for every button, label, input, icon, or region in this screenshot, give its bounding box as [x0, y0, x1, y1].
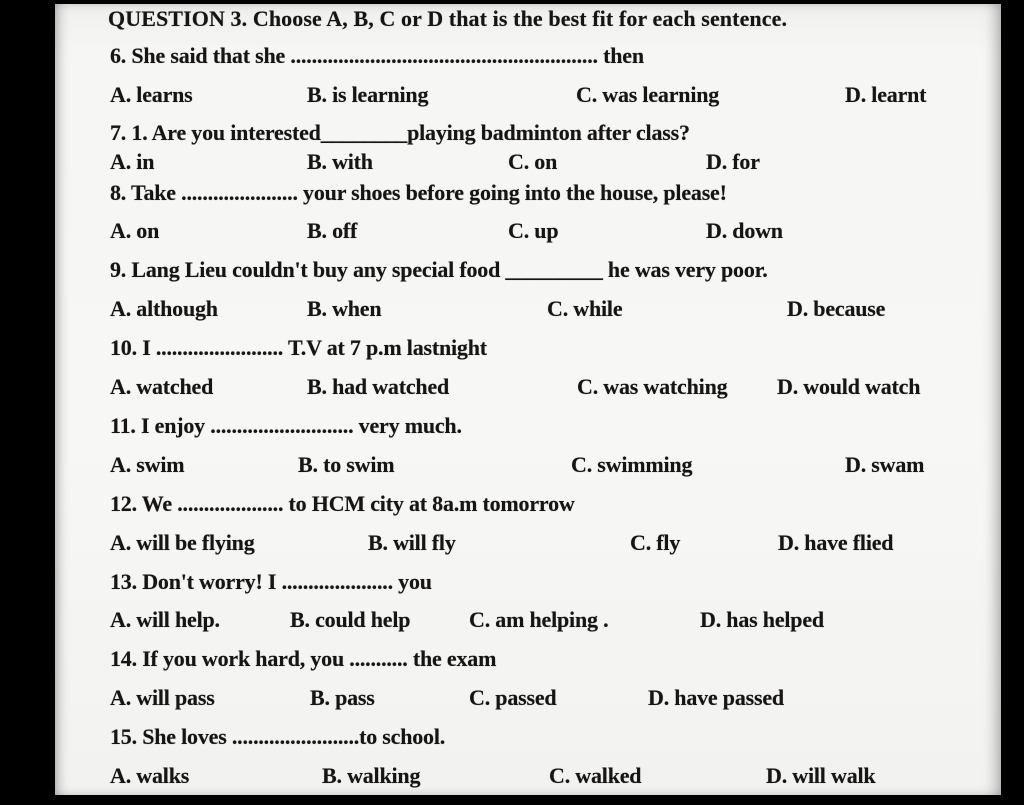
question-12-option-c: C. fly [630, 530, 681, 555]
question-11-text: 11. I enjoy ........................... very much. [110, 413, 462, 438]
question-9-option-b: B. when [307, 296, 382, 321]
question-12-option-d: D. have flied [778, 530, 894, 555]
question-10-option-c: C. was watching [577, 374, 728, 399]
question-12-option-a: A. will be flying [110, 530, 255, 555]
question-11-option-a: A. swim [110, 452, 185, 477]
question-10-option-a: A. watched [110, 374, 214, 399]
question-6-options-row [0, 83, 1024, 109]
question-6-option-c: C. was learning [576, 82, 720, 107]
question-15-options-row [0, 764, 1024, 790]
question-7-options-row [0, 150, 1024, 176]
question-7-option-d: D. for [706, 149, 760, 174]
question-6-option-a: A. learns [110, 82, 193, 107]
question-14-text: 14. If you work hard, you ........... the exam [110, 646, 497, 671]
question-13-text: 13. Don't worry! I ..................... you [110, 569, 432, 594]
question-13-option-a: A. will help. [110, 607, 220, 632]
question-11-options-row [0, 453, 1024, 479]
question-15-option-a: A. walks [110, 763, 190, 788]
question-15-option-c: C. walked [549, 763, 642, 788]
question-12-options-row [0, 531, 1024, 557]
question-13 [0, 570, 1024, 596]
question-14-option-a: A. will pass [110, 685, 215, 710]
question-7 [0, 121, 1024, 147]
question-14-option-c: C. passed [469, 685, 557, 710]
question-12-text: 12. We .................... to HCM city at 8a.m tomorrow [110, 491, 575, 516]
question-9-option-a: A. although [110, 296, 218, 321]
question-13-option-d: D. has helped [700, 607, 824, 632]
question-10-option-d: D. would watch [777, 374, 921, 399]
question-6-text: 6. She said that she .......................................................... then [110, 43, 644, 68]
question-10-options-row [0, 375, 1024, 401]
question-6-option-d: D. learnt [845, 82, 927, 107]
question-12 [0, 492, 1024, 518]
question-9 [0, 258, 1024, 284]
question-7-option-b: B. with [307, 149, 373, 174]
question-13-option-c: C. am helping . [469, 607, 609, 632]
question-14-options-row [0, 686, 1024, 712]
question-13-options-row [0, 608, 1024, 634]
question-11-option-b: B. to swim [298, 452, 395, 477]
question-12-option-b: B. will fly [368, 530, 456, 555]
question-10 [0, 336, 1024, 362]
question-11-option-d: D. swam [845, 452, 925, 477]
question-14 [0, 647, 1024, 673]
question-8-option-a: A. on [110, 218, 160, 243]
question-13-option-b: B. could help [290, 607, 411, 632]
question-15-option-d: D. will walk [766, 763, 876, 788]
question-10-option-b: B. had watched [307, 374, 450, 399]
question-15 [0, 725, 1024, 751]
question-15-option-b: B. walking [322, 763, 421, 788]
question-8-text: 8. Take ...................... your shoes before going into the house, please! [110, 180, 727, 205]
question-7-option-c: C. on [508, 149, 558, 174]
question-9-option-d: D. because [787, 296, 886, 321]
question-6-option-b: B. is learning [307, 82, 429, 107]
question-8-option-c: C. up [508, 218, 559, 243]
question-8-option-b: B. off [307, 218, 358, 243]
question-7-option-a: A. in [110, 149, 155, 174]
question-15-text: 15. She loves ........................to school. [110, 724, 446, 749]
question-11-option-c: C. swimming [571, 452, 693, 477]
question-9-options-row [0, 297, 1024, 323]
question-14-option-b: B. pass [310, 685, 375, 710]
question-9-text: 9. Lang Lieu couldn't buy any special food _________ he was very poor. [110, 257, 768, 282]
section-heading-text: QUESTION 3. Choose A, B, C or D that is the best fit for each sentence. [108, 6, 788, 31]
question-7-text: 7. 1. Are you interested________playing badminton after class? [110, 120, 690, 145]
question-14-option-d: D. have passed [648, 685, 784, 710]
question-10-text: 10. I ........................ T.V at 7 p.m lastnight [110, 335, 487, 360]
question-11 [0, 414, 1024, 440]
question-6 [0, 44, 1024, 70]
question-8 [0, 181, 1024, 207]
question-9-option-c: C. while [547, 296, 623, 321]
question-8-option-d: D. down [706, 218, 783, 243]
section-heading [0, 7, 1024, 33]
question-8-options-row [0, 219, 1024, 245]
